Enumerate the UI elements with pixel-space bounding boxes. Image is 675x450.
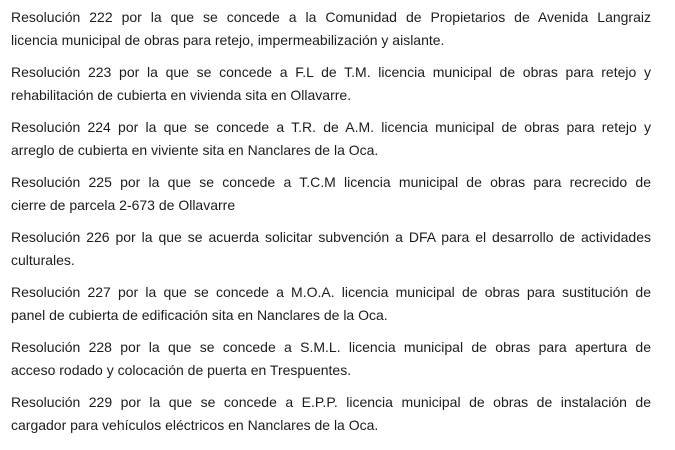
paragraph-line: Resolución 226 por la que se acuerda solicitar subvención a DFA para el desarrollo de actividades [11,229,651,245]
resolution-paragraph-222 [11,6,651,52]
resolution-paragraph-226 [11,226,651,272]
resolution-paragraph-223 [11,61,651,107]
paragraph-line: acceso rodado y colocación de puerta en Trespuentes. [11,362,352,378]
resolution-paragraph-225 [11,171,651,217]
paragraph-line: cierre de parcela 2-673 de Ollavarre [11,197,236,213]
paragraph-line: Resolución 229 por la que se concede a E.P.P. licencia municipal de obras de instalación de [11,394,651,410]
paragraph-line: cargador para vehículos eléctricos en Nanclares de la Oca. [11,417,379,433]
paragraph-line: Resolución 222 por la que se concede a la Comunidad de Propietarios de Avenida Langraiz [11,9,651,25]
resolution-paragraph-224 [11,116,651,162]
paragraph-line: Resolución 227 por la que se concede a M.O.A. licencia municipal de obras para sustitución de [11,284,651,300]
resolution-paragraph-228 [11,336,651,382]
paragraph-line: Resolución 224 por la que se concede a T.R. de A.M. licencia municipal de obras para retejo y [11,119,651,135]
resolution-paragraph-227 [11,281,651,327]
paragraph-line: Resolución 223 por la que se concede a F.L de T.M. licencia municipal de obras para retejo y [11,64,651,80]
paragraph-line: rehabilitación de cubierta en vivienda sita en Ollavarre. [11,87,352,103]
paragraph-line: arreglo de cubierta en viviente sita en Nanclares de la Oca. [11,142,379,158]
paragraph-line: licencia municipal de obras para retejo, impermeabilización y aislante. [11,32,445,48]
paragraph-line: culturales. [11,252,75,268]
paragraph-line: Resolución 225 por la que se concede a T.C.M licencia municipal de obras para recrecido de [11,174,651,190]
paragraph-line: panel de cubierta de edificación sita en Nanclares de la Oca. [11,307,388,323]
paragraph-line: Resolución 228 por la que se concede a S.M.L. licencia municipal de obras para apertura de [11,339,651,355]
resolution-paragraph-229 [11,391,651,437]
